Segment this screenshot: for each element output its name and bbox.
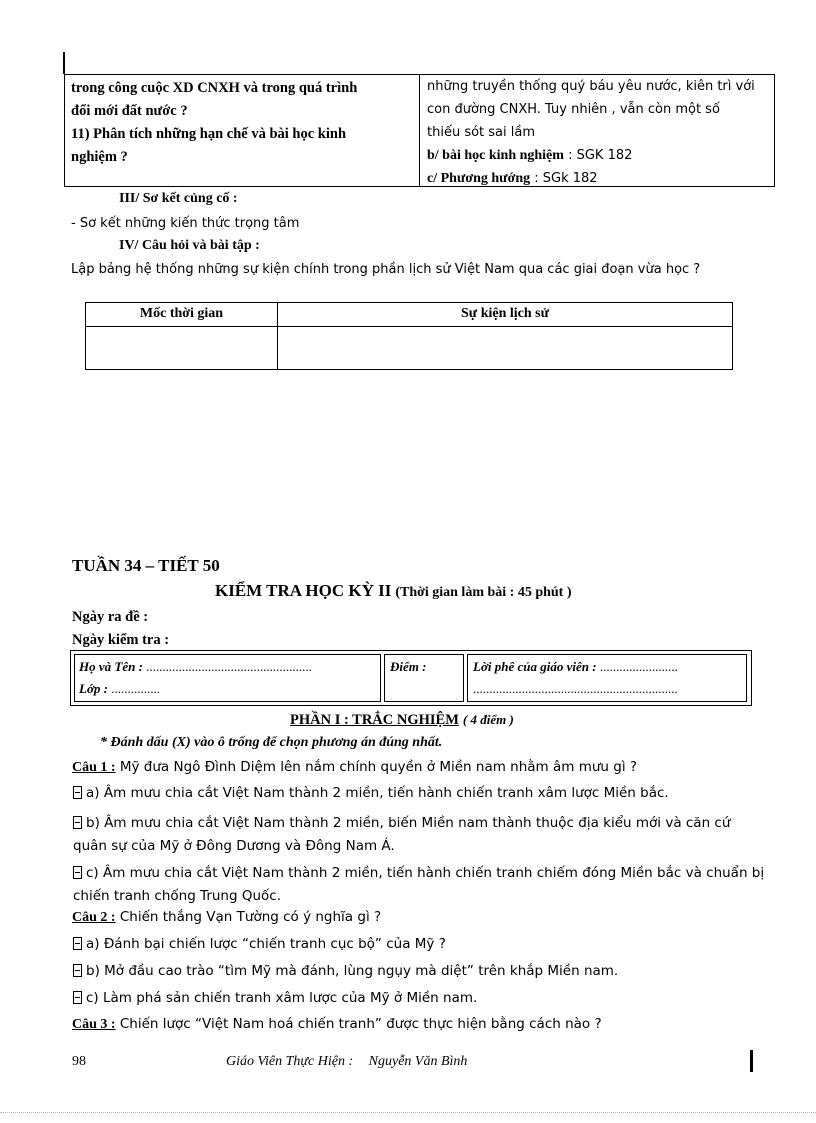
part1-heading [290, 711, 514, 729]
class-line [79, 681, 160, 697]
top-table-right-cell [427, 75, 755, 190]
part1-points: ( 4 điểm ) [462, 712, 514, 727]
q2-c-text: c) Làm phá sản chiến tranh xâm lược của Mỹ ở Miền nam. [86, 990, 478, 1006]
margin-marker-top [63, 52, 65, 74]
checkbox-icon[interactable] [73, 937, 82, 950]
week-heading: TUẦN 34 – TIẾT 50 [72, 556, 220, 575]
name-label: Họ và Tên : [79, 659, 143, 674]
top-right-line: thiếu sót sai lầm [427, 125, 535, 140]
top-left-line: đổi mới đất nước ? [71, 103, 188, 119]
top-left-line: 11) Phân tích những hạn chế và bài học kinh [71, 126, 347, 142]
events-col-time: Mốc thời gian [139, 306, 224, 321]
q1-option-b[interactable] [73, 812, 730, 858]
checkbox-icon[interactable] [73, 816, 82, 829]
q2-text: Chiến thắng Vạn Tường có ý nghĩa gì ? [119, 909, 382, 925]
comment-label: Lời phê của giáo viên : [473, 659, 597, 674]
checkbox-icon[interactable] [73, 866, 82, 879]
class-field[interactable]: ............... [111, 681, 160, 696]
q2-b-text: b) Mở đầu cao trào “tìm Mỹ mà đánh, lùng ngụy mà diệt” trên khắp Miền nam. [86, 963, 619, 979]
top-left-line: nghiệm ? [71, 149, 128, 165]
direction-value: : SGk 182 [534, 171, 598, 186]
class-label: Lớp : [79, 681, 108, 696]
q1-label: Câu 1 : [72, 760, 116, 775]
lesson-label: b/ bài học kinh nghiệm [427, 148, 564, 163]
top-left-line: trong công cuộc XD CNXH và trong quá trình [71, 80, 358, 96]
exam-title-line [215, 581, 572, 601]
exam-title: KIỂM TRA HỌC KỲ II [215, 581, 392, 600]
events-col-event: Sự kiện lịch sử [461, 306, 549, 321]
q3-text: Chiến lược “Việt Nam hoá chiến tranh” được thực hiện bằng cách nào ? [119, 1016, 602, 1032]
direction-label: c/ Phương hướng [427, 171, 531, 186]
student-info-box [70, 650, 752, 706]
q2-option-a[interactable] [73, 936, 446, 952]
page-number: 98 [72, 1054, 86, 1069]
comment-dots: ........................ [599, 659, 678, 674]
bottom-dotted-rule [0, 1112, 816, 1113]
name-cell [74, 654, 381, 702]
q3-line [72, 1016, 602, 1033]
events-table [85, 302, 733, 370]
q1-c-text: c) Âm mưu chia cắt Việt Nam thành 2 miền, tiến hành chiến tranh chiếm đóng Miền bắc và chuẩn bị [86, 865, 765, 881]
q1-a-text: a) Âm mưu chia cắt Việt Nam thành 2 miền, tiến hành chiến tranh xâm lược Miền bắc. [86, 785, 669, 801]
q1-b-text: b) Âm mưu chia cắt Việt Nam thành 2 miền, biến Miền nam thành thuộc địa kiểu mới và căn cứ [86, 815, 731, 831]
checkbox-icon[interactable] [73, 991, 82, 1004]
exam-date: Ngày kiểm tra : [72, 632, 170, 648]
q2-a-text: a) Đánh bại chiến lược “chiến tranh cục bộ” của Mỹ ? [86, 936, 446, 952]
q1-text: Mỹ đưa Ngô Đình Diệm lên nắm chính quyền ở Miền nam nhằm âm mưu gì ? [119, 759, 638, 775]
top-right-line: những truyền thống quý báu yêu nước, kiên trì với [427, 79, 755, 94]
q1-b-text-cont: quân sự của Mỹ ở Đông Dương và Đông Nam Á. [73, 838, 395, 854]
top-table [64, 74, 775, 187]
comment-dots-line2: ............................................................... [473, 681, 678, 696]
name-line [79, 659, 312, 675]
top-table-divider [419, 75, 420, 187]
q2-line [72, 909, 381, 926]
q3-label: Câu 3 : [72, 1017, 116, 1032]
top-right-line-c [427, 167, 755, 190]
comment-line [473, 659, 678, 675]
score-cell[interactable] [384, 654, 464, 702]
exam-time: (Thời gian làm bài : 45 phút ) [395, 585, 572, 600]
checkbox-icon[interactable] [73, 786, 82, 799]
top-right-line: con đường CNXH. Tuy nhiên , vẫn còn một số [427, 102, 720, 117]
teacher-label: Giáo Viên Thực Hiện : [226, 1054, 354, 1069]
section3-heading: III/ Sơ kết củng cố : [119, 191, 238, 206]
section3-text: - Sơ kết những kiến thức trọng tâm [71, 216, 300, 231]
footer-teacher [226, 1054, 467, 1070]
lesson-value: : SGK 182 [568, 148, 633, 163]
margin-marker-bottom [750, 1050, 753, 1072]
comment-cell[interactable] [467, 654, 747, 702]
score-label: Điểm : [390, 659, 427, 674]
q1-option-a[interactable] [73, 785, 669, 801]
issue-date: Ngày ra đề : [72, 609, 149, 625]
checkbox-icon[interactable] [73, 964, 82, 977]
part1-title: PHẦN I : TRẮC NGHIỆM [290, 712, 459, 728]
section4-heading: IV/ Câu hỏi và bài tập : [119, 238, 260, 253]
top-right-line-b [427, 144, 755, 167]
q1-line [72, 759, 637, 776]
events-table-row-divider [86, 326, 732, 327]
part1-instruction: * Đánh dấu (X) vào ô trống để chọn phương án đúng nhất. [100, 735, 443, 750]
q1-option-c[interactable] [73, 862, 764, 908]
q2-label: Câu 2 : [72, 910, 116, 925]
q2-option-b[interactable] [73, 963, 618, 979]
section4-text: Lập bảng hệ thống những sự kiện chính trong phần lịch sử Việt Nam qua các giai đoạn vừa học ? [71, 262, 701, 277]
q1-c-text-cont: chiến tranh chống Trung Quốc. [73, 888, 281, 904]
top-table-left-cell [71, 77, 357, 169]
name-field[interactable]: ................................................... [146, 659, 312, 674]
q2-option-c[interactable] [73, 990, 477, 1006]
teacher-name: Nguyễn Văn Bình [368, 1054, 468, 1069]
